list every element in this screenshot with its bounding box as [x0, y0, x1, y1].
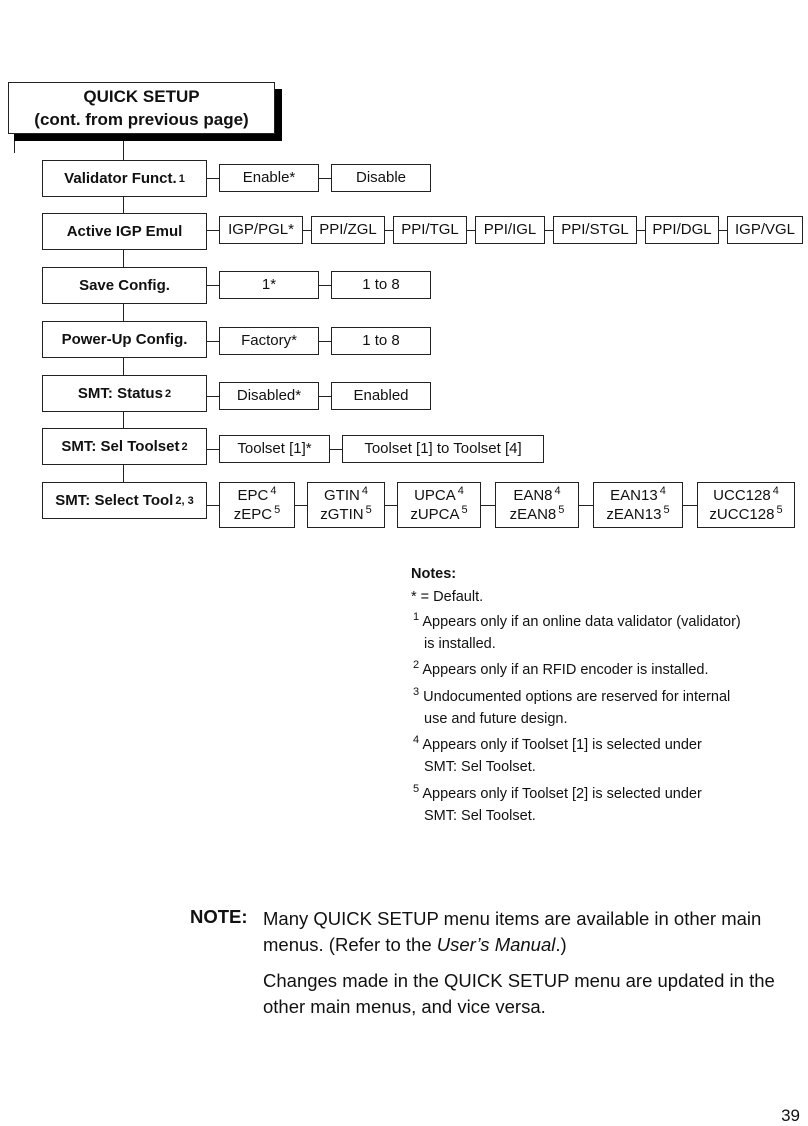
option-label: zUCC128: [709, 506, 775, 523]
option-label: Toolset [1]*: [237, 440, 312, 457]
option-igp-vgl[interactable]: [727, 216, 803, 244]
menu-label: Power-Up Config.: [61, 330, 188, 348]
option-enable[interactable]: [219, 164, 319, 192]
menu-label: Save Config.: [79, 276, 170, 294]
connector: [207, 396, 219, 397]
connector: [385, 230, 393, 231]
footnote-ref: 5: [558, 504, 565, 516]
option-label: IGP/PGL*: [228, 221, 294, 238]
option-ucc128[interactable]: [697, 482, 795, 528]
option-label: 1 to 8: [362, 276, 400, 293]
option-label: EPC: [237, 487, 269, 504]
option-label: 1 to 8: [362, 332, 400, 349]
connector: [207, 449, 219, 450]
note-text: SMT: Sel Toolset.: [424, 808, 536, 824]
manual-title: User’s Manual: [436, 934, 556, 955]
note-text: use and future design.: [424, 711, 568, 727]
option-label: UPCA: [414, 487, 456, 504]
note-number: 1: [413, 611, 420, 623]
footnote-ref: 5: [365, 504, 372, 516]
option-label: zEAN8: [509, 506, 557, 523]
title-line-1: QUICK SETUP: [83, 87, 200, 106]
option-enabled[interactable]: [331, 382, 431, 410]
note-text: Many QUICK SETUP menu items are available in other main menus. (Refer to the: [263, 908, 762, 955]
option-epc[interactable]: [219, 482, 295, 528]
note-number: 3: [413, 686, 420, 698]
connector: [481, 505, 495, 506]
note-1: [411, 613, 741, 631]
note-number: 4: [413, 734, 420, 746]
note-3-cont: [411, 710, 568, 728]
option-label: PPI/STGL: [561, 221, 629, 238]
menu-validator-funct[interactable]: Validator Funct. 1: [42, 160, 207, 197]
connector: [467, 230, 475, 231]
note-text: Appears only if an online data validator (validator): [422, 614, 741, 630]
menu-smt-sel-toolset[interactable]: SMT: Sel Toolset 2: [42, 428, 207, 465]
note-text: Appears only if an RFID encoder is installed.: [422, 662, 709, 678]
footnote-ref: 4: [457, 485, 464, 497]
note-5: [411, 785, 702, 803]
option-label: Disable: [355, 169, 407, 186]
option-ean8[interactable]: [495, 482, 579, 528]
note-number: 2: [413, 659, 420, 671]
footnote-ref: 4: [554, 485, 561, 497]
note-text: Undocumented options are reserved for internal: [423, 689, 731, 705]
connector: [637, 230, 645, 231]
note-4-cont: [411, 758, 536, 776]
menu-power-up-config[interactable]: [42, 321, 207, 358]
footnote-ref: 4: [361, 485, 368, 497]
connector: [207, 341, 219, 342]
footnote-ref: 5: [274, 504, 281, 516]
quick-setup-title: [8, 82, 275, 134]
footnote-ref: 4: [772, 485, 779, 497]
option-label: PPI/ZGL: [319, 221, 377, 238]
option-disable[interactable]: [331, 164, 431, 192]
option-label: Disabled*: [236, 387, 302, 404]
menu-label: SMT: Sel Toolset: [61, 437, 180, 455]
option-label: UCC128: [713, 487, 771, 504]
note-1-cont: [411, 635, 496, 653]
menu-save-config[interactable]: [42, 267, 207, 304]
note-label: NOTE:: [190, 906, 248, 927]
option-label: Toolset [1] to Toolset [4]: [364, 440, 522, 457]
note-4: [411, 736, 702, 754]
page-number: 39: [781, 1106, 800, 1125]
connector: [319, 341, 331, 342]
note-paragraph-1: [263, 906, 808, 958]
option-ean13[interactable]: [593, 482, 683, 528]
option-label: zGTIN: [320, 506, 364, 523]
option-1-to-8[interactable]: [331, 271, 431, 299]
option-ppi-tgl[interactable]: [393, 216, 467, 244]
menu-label: SMT: Status: [77, 384, 163, 402]
connector: [683, 505, 697, 506]
option-label: zUPCA: [410, 506, 460, 523]
note-number: 5: [413, 783, 420, 795]
option-toolset-range[interactable]: [342, 435, 544, 463]
connector: [303, 230, 311, 231]
menu-label: Validator Funct.: [64, 169, 177, 187]
option-toolset-1[interactable]: [219, 435, 330, 463]
option-factory[interactable]: [219, 327, 319, 355]
menu-label: Active IGP Emul: [66, 222, 183, 240]
option-ppi-dgl[interactable]: [645, 216, 719, 244]
footnote-ref: 4: [270, 485, 277, 497]
option-disabled[interactable]: [219, 382, 319, 410]
option-gtin[interactable]: [307, 482, 385, 528]
connector: [207, 178, 219, 179]
option-label: EAN13: [610, 487, 658, 504]
footnote-ref: 5: [776, 504, 783, 516]
note-paragraph-2: Changes made in the QUICK SETUP menu are updated in the other main menus, and vice versa.: [263, 970, 775, 1017]
footnote-ref: 5: [461, 504, 468, 516]
connector: [545, 230, 553, 231]
option-ppi-igl[interactable]: [475, 216, 545, 244]
option-label: Enabled: [353, 387, 409, 404]
option-label: PPI/TGL: [401, 221, 459, 238]
option-label: zEAN13: [606, 506, 662, 523]
connector: [319, 178, 331, 179]
title-line-2: (cont. from previous page): [34, 110, 249, 129]
option-igp-pgl[interactable]: [219, 216, 303, 244]
option-1-to-8[interactable]: [331, 327, 431, 355]
note-5-cont: [411, 807, 536, 825]
note-text: .): [555, 934, 567, 955]
option-label: Enable*: [242, 169, 296, 186]
connector: [207, 230, 219, 231]
option-label: PPI/DGL: [652, 221, 712, 238]
footnote-ref: 4: [659, 485, 666, 497]
menu-active-igp-emul[interactable]: [42, 213, 207, 250]
connector: [207, 285, 219, 286]
menu-smt-select-tool[interactable]: SMT: Select Tool 2, 3: [42, 482, 207, 519]
title-tail-line: [14, 141, 15, 153]
option-label: Factory*: [241, 332, 297, 349]
notes-heading: Notes:: [411, 566, 457, 582]
connector: [319, 396, 331, 397]
note-text: Appears only if Toolset [2] is selected under: [422, 786, 702, 802]
option-label: 1*: [261, 276, 277, 293]
footnote-ref: 5: [663, 504, 670, 516]
connector: [385, 505, 397, 506]
note-text: Appears only if Toolset [1] is selected under: [422, 737, 702, 753]
option-1-default[interactable]: [219, 271, 319, 299]
option-ppi-stgl[interactable]: [553, 216, 637, 244]
option-ppi-zgl[interactable]: [311, 216, 385, 244]
option-label: PPI/IGL: [483, 221, 537, 238]
note-default: * = Default.: [411, 589, 484, 605]
connector: [330, 449, 342, 450]
note-2: [411, 661, 708, 679]
menu-label: SMT: Select Tool: [55, 491, 174, 509]
note-3: [411, 688, 730, 706]
note-text: is installed.: [424, 636, 496, 652]
connector: [719, 230, 727, 231]
note-text: SMT: Sel Toolset.: [424, 759, 536, 775]
menu-smt-status[interactable]: SMT: Status 2: [42, 375, 207, 412]
connector: [295, 505, 307, 506]
connector: [319, 285, 331, 286]
option-upca[interactable]: [397, 482, 481, 528]
option-label: zEPC: [233, 506, 273, 523]
connector: [579, 505, 593, 506]
option-label: IGP/VGL: [734, 221, 796, 238]
option-label: EAN8: [513, 487, 553, 504]
option-label: GTIN: [324, 487, 360, 504]
connector: [207, 505, 219, 506]
